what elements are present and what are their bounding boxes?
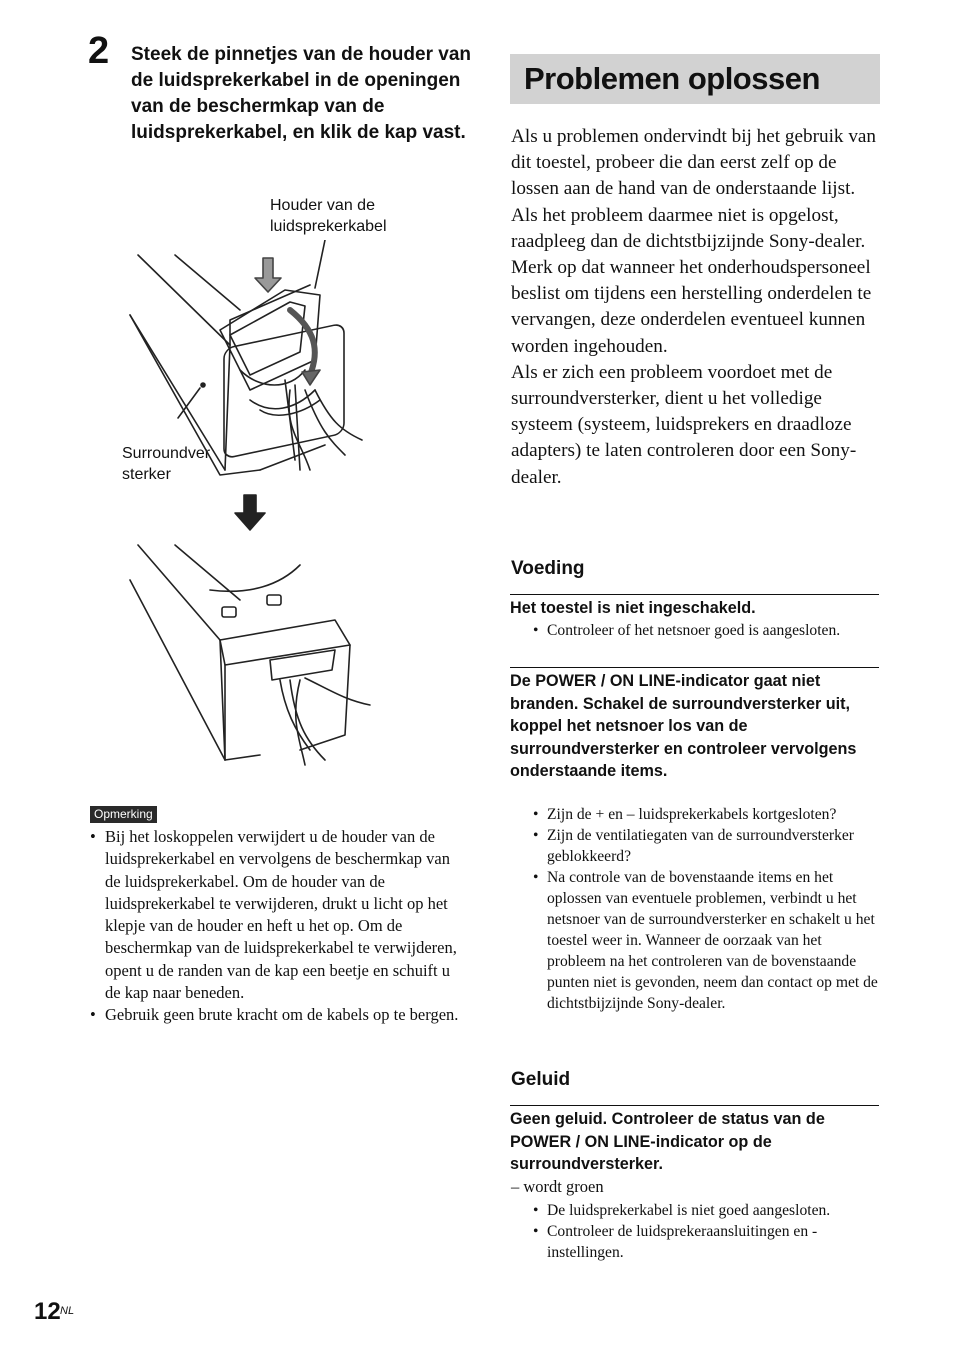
intro-paragraph: Als er zich een probleem voordoet met de surroundversterker, dient u het volledige systeem (systeem, luidsprekers en draadloze adapters) te laten controleren door een Sony-dealer. xyxy=(511,361,857,488)
intro-paragraph: Als u problemen ondervindt bij het gebruik van dit toestel, probeer die dan eerst zelf op de lossen aan de hand van de onderstaande lijst. Als het probleem daarmee niet is opgelost, raadpleeg dan de dichtstbijzijnde Sony-dealer. xyxy=(511,126,877,252)
solution-item: • Na controle van de bovenstaande items en het oplossen van eventuele problemen, verbindt u het netsnoer van de surroundversterker en schakelt u het toestel weer in. Wanneer de oorzaak van het probleem na het controleren van de bovenstaande punten niet is gevonden, neem dan contact op met de dichtstbijzijnde Sony-dealer. xyxy=(533,867,883,1014)
problem-title: Geen geluid. Controleer de status van de POWER / ON LINE-indicator op de surroundversterker. xyxy=(510,1110,825,1173)
solution-item: • Zijn de + en – luidsprekerkabels kortgesloten? xyxy=(533,804,883,825)
status-item: – wordt groen xyxy=(511,1177,604,1196)
figure-label-holder xyxy=(270,195,387,237)
step-number: 2 xyxy=(88,30,110,72)
section-title: Problemen oplossen xyxy=(524,61,820,96)
figure-label-holder-line1: Houder van de xyxy=(270,197,375,214)
figure-label-holder-line2: luidsprekerkabel xyxy=(270,218,387,235)
solution-list xyxy=(533,620,883,641)
divider xyxy=(510,1105,879,1106)
solution-item: • De luidsprekerkabel is niet goed aangesloten. xyxy=(533,1200,883,1221)
amplifier-illustration xyxy=(100,240,390,790)
solution-list xyxy=(533,1200,883,1263)
solution-item: • Controleer de luidsprekeraansluitingen en -instellingen. xyxy=(533,1221,883,1263)
intro-paragraph: Merk op dat wanneer het onderhoudspersoneel beslist om tijdens een herstelling onderdelen te vervangen, deze onderdelen eventueel kunnen worden ingehouden. xyxy=(511,257,872,357)
solution-item: • Controleer of het netsnoer goed is aangesloten. xyxy=(533,620,883,641)
note-item: • Bij het loskoppelen verwijdert u de houder van de luidsprekerkabel en vervolgens de beschermkap van de luidsprekerkabel. Om de houder van de luidsprekerkabel te verwijderen, drukt u licht op het klepje van de houder en heft u het op. Om de beschermkap van de luidsprekerkabel te verwijderen, opent u de randen van de kap een beetje en schuift u de kap naar beneden. xyxy=(90,826,460,1004)
solution-list xyxy=(533,804,883,1014)
heading-geluid: Geluid xyxy=(511,1069,571,1090)
divider xyxy=(510,667,879,668)
problem-title: De POWER / ON LINE-indicator gaat niet branden. Schakel de surroundversterker uit, koppel het netsnoer los van de surroundversterker en controleer vervolgens onderstaande items. xyxy=(510,672,857,780)
figure-label-amp-line2: sterker xyxy=(122,466,171,483)
note-list xyxy=(90,826,460,1027)
step-instruction: Steek de pinnetjes van de houder van de luidsprekerkabel in de openingen van de beschermkap van de luidsprekerkabel, en klik de kap vast. xyxy=(131,44,471,143)
heading-voeding: Voeding xyxy=(511,558,585,579)
page-language-suffix: NL xyxy=(60,1305,75,1317)
divider xyxy=(510,594,879,595)
note-tag: Opmerking xyxy=(90,806,157,823)
note-item: • Gebruik geen brute kracht om de kabels op te bergen. xyxy=(90,1004,460,1026)
intro-text xyxy=(511,124,883,491)
problem-title: Het toestel is niet ingeschakeld. xyxy=(510,599,756,617)
page-number: 12 xyxy=(34,1298,61,1325)
solution-item: • Zijn de ventilatiegaten van de surroundversterker geblokkeerd? xyxy=(533,825,883,867)
figure-label-amp-line1: Surroundver xyxy=(122,445,211,462)
